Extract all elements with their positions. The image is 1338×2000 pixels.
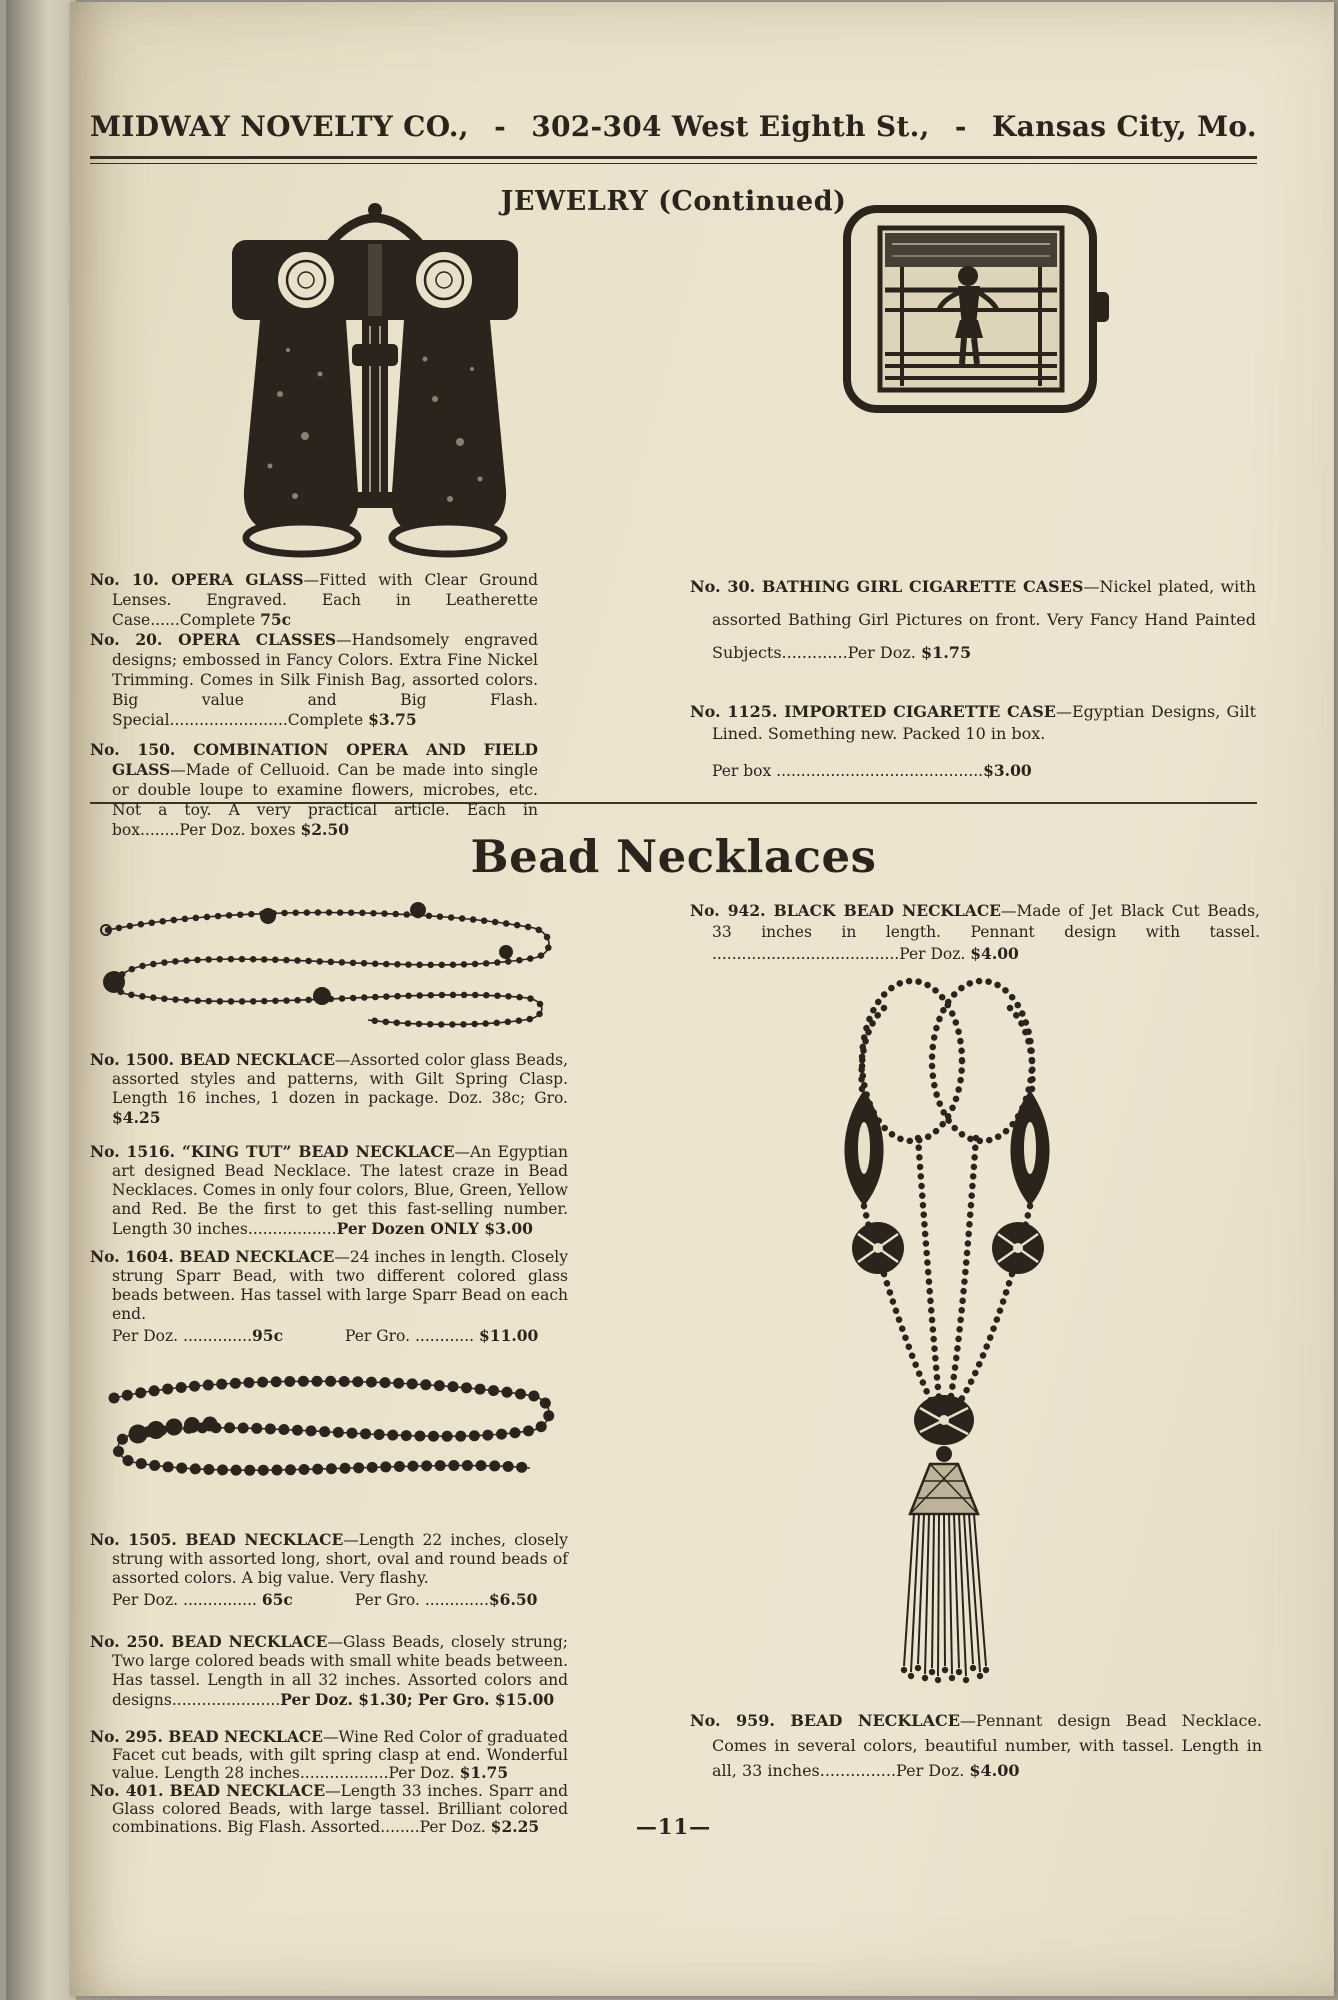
bead-strand-illustration (86, 892, 566, 1060)
item-price: Per Doz. $1.30; Per Gro. $15.00 (280, 1690, 555, 1709)
item-lead: No. 1604. BEAD NECKLACE (90, 1247, 335, 1266)
section-title-jewelry: JEWELRY (Continued) (500, 186, 847, 217)
tassel-pendant-necklace-illustration (734, 968, 1154, 1698)
item-no-1125-price: Per box ..........................................$3.00 (712, 761, 1032, 780)
section-divider-rule (90, 802, 1257, 804)
item-no-1604-prices: Per Doz. ..............95c Per Gro. ............ $11.00 (112, 1326, 539, 1345)
masthead-double-rule (90, 156, 1257, 164)
item-body: —24 inches in length. Closely strung Sparr Bead, with two different colored glass beads between. Has tassel with large Sparr Bead on each end. (112, 1248, 569, 1323)
item-body: —Glass Beads, closely strung; Two large colored beads with small white beads between. Has tassel. Length in all 32 inches. Assorted colors and designs...................... (112, 1633, 568, 1709)
item-no-1604 (90, 1247, 568, 1324)
item-no-250 (90, 1632, 568, 1710)
masthead-city: Kansas City, Mo. (992, 110, 1257, 143)
item-no-942 (690, 900, 1260, 965)
item-price: $4.00 (970, 944, 1019, 963)
item-lead: No. 1505. BEAD NECKLACE (90, 1530, 344, 1549)
item-body: —Length 33 inches. Sparr and Glass colored Beads, with large tassel. Brilliant colored combinations. Big Flash. Assorted........Per Doz. (112, 1782, 568, 1836)
item-price: $1.75 (920, 643, 972, 662)
item-price: $2.25 (490, 1817, 540, 1836)
item-lead: No. 10. OPERA GLASS (90, 570, 304, 589)
bead-right-column-bottom (690, 1708, 1262, 1783)
opera-glasses-illustration (210, 194, 540, 566)
item-no-1505-prices: Per Doz. ............... 65c Per Gro. .............$6.50 (112, 1590, 538, 1609)
item-lead: No. 1500. BEAD NECKLACE (90, 1050, 335, 1069)
item-lead: No. 150. COMBINATION OPERA AND FIELD GLASS (90, 740, 538, 779)
masthead-dash: - (494, 110, 506, 143)
masthead-address: 302-304 West Eighth St., (531, 110, 930, 143)
item-body: —Egyptian Designs, Gilt Lined. Something new. Packed 10 in box. (712, 702, 1257, 743)
catalog-page (70, 2, 1334, 1996)
bead-right-column-top (690, 900, 1260, 965)
item-body: —Pennant design Bead Necklace. Comes in several colors, beautiful number, with tassel. Length in all, 33 inches...............Per Doz. (712, 1711, 1263, 1780)
item-body: —Fitted with Clear Ground Lenses. Engraved. Each in Leatherette Case......Complete (112, 571, 538, 629)
pearl-strand-illustration (90, 1356, 560, 1496)
item-lead: No. 942. BLACK BEAD NECKLACE (690, 901, 1001, 920)
item-no-20 (90, 630, 538, 730)
adjacent-page-edge (6, 0, 76, 2000)
item-price: $3.75 (368, 710, 417, 729)
item-body: —Made of Celluoid. Can be made into single or double loupe to examine flowers, microbes, etc. Not a toy. A very practical article. Each in box........Per Doz. boxes (112, 761, 538, 839)
item-body: —Wine Red Color of graduated Facet cut beads, with gilt spring clasp at end. Wonderful value. Length 28 inches..................Per Doz. (112, 1728, 568, 1782)
item-price: Per Dozen ONLY $3.00 (336, 1219, 533, 1238)
item-lead: No. 295. BEAD NECKLACE (90, 1727, 323, 1746)
item-lead: No. 959. BEAD NECKLACE (690, 1711, 960, 1730)
item-price: $2.50 (300, 820, 350, 839)
item-price: $4.00 (969, 1761, 1020, 1780)
item-no-959 (690, 1708, 1262, 1783)
jewelry-right-column (690, 570, 1256, 781)
masthead (90, 110, 1257, 143)
section-title-bead-necklaces: Bead Necklaces (470, 830, 877, 883)
item-no-10 (90, 570, 538, 630)
item-body: —Length 22 inches, closely strung with assorted long, short, oval and round beads of assorted colors. A big value. Very flashy. (112, 1531, 569, 1587)
item-no-30 (690, 570, 1256, 669)
bead-left-column (90, 1050, 568, 1836)
item-price: $4.25 (112, 1108, 161, 1127)
item-no-1500 (90, 1050, 568, 1128)
item-no-150 (90, 740, 538, 840)
page-number: —11— (635, 1814, 712, 1839)
item-lead: No. 20. OPERA CLASSES (90, 630, 337, 649)
item-price: 75c (260, 610, 292, 629)
item-body: —Assorted color glass Beads, assorted styles and patterns, with Gilt Spring Clasp. Length 16 inches, 1 dozen in package. Doz. 38c; Gro. (112, 1051, 568, 1107)
masthead-company: MIDWAY NOVELTY CO., (90, 110, 469, 143)
item-lead: No. 250. BEAD NECKLACE (90, 1632, 328, 1651)
item-lead: No. 401. BEAD NECKLACE (90, 1781, 326, 1800)
jewelry-left-column (90, 570, 538, 840)
item-price: $1.75 (459, 1763, 509, 1782)
item-body: —An Egyptian art designed Bead Necklace. The latest craze in Bead Necklaces. Comes in only four colors, Blue, Green, Yellow and Red. Be the first to get this fast-selling number. Length 30 inches.................. (112, 1143, 568, 1238)
item-body: —Made of Jet Black Cut Beads, 33 inches in length. Pennant design with tassel. ......................................Per Doz. (712, 902, 1260, 963)
item-no-1516 (90, 1142, 568, 1239)
item-body: —Handsomely engraved designs; embossed in Fancy Colors. Extra Fine Nickel Trimming. Comes in Silk Finish Bag, assorted colors. Big value and Big Flash. Special........................Complete (112, 631, 539, 729)
masthead-dash: - (954, 110, 967, 143)
item-lead: No. 1125. IMPORTED CIGARETTE CASE (690, 702, 1056, 721)
item-lead: No. 1516. “KING TUT” BEAD NECKLACE (90, 1142, 455, 1161)
item-no-1125 (690, 701, 1256, 745)
item-no-295 (90, 1728, 568, 1782)
cigarette-case-illustration (842, 204, 1114, 416)
item-body: —Nickel plated, with assorted Bathing Girl Pictures on front. Very Fancy Hand Painted Subjects.............Per Doz. (712, 577, 1257, 662)
item-lead: No. 30. BATHING GIRL CIGARETTE CASES (690, 577, 1084, 596)
item-no-1505 (90, 1530, 568, 1588)
